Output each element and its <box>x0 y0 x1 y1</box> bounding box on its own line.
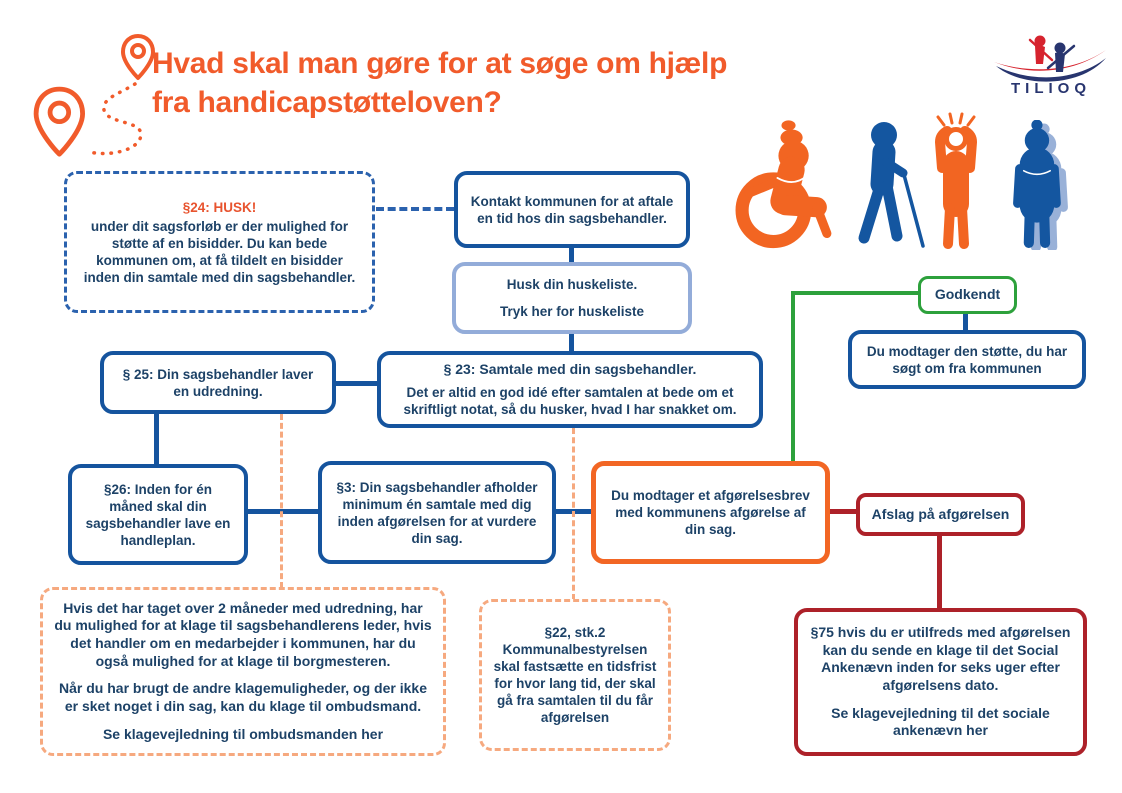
box-22-heading: §22, stk.2 <box>544 625 606 640</box>
box-paragraph-24-husk <box>64 171 375 313</box>
klage-p2: Når du har brugt de andre klagemuligheder, og der ikke er sket noget i din sag, kan du klage til ombudsmand. <box>59 680 427 714</box>
connector-b23-b22-dashed <box>572 428 575 600</box>
connector-b25-b23 <box>334 381 378 386</box>
box-godkendt <box>918 276 1017 314</box>
afslag-label: Afslag på afgørelsen <box>871 505 1010 522</box>
box-paragraph-22-tidsfrist <box>479 599 671 751</box>
route-path-icon <box>25 28 157 160</box>
klage-ombudsmand-link[interactable]: Se klagevejledning til ombudsmanden her <box>102 725 384 742</box>
huskeliste-link[interactable]: Tryk her for huskeliste <box>499 304 645 319</box>
map-pin-icon <box>123 36 153 78</box>
connector-godkendt-horizontal <box>791 291 919 295</box>
box-stotte-body: Du modtager den støtte, du har søgt om fra kommunen <box>866 343 1068 376</box>
box-paragraph-75-ankenaevn <box>794 608 1087 756</box>
box-kontakt-body: Kontakt kommunen for at aftale en tid hos din sagsbehandler. <box>470 193 674 226</box>
box-23-title: § 23: Samtale med din sagsbehandler. <box>443 360 697 377</box>
box-3-body: §3: Din sagsbehandler afholder minimum én samtale med dig inden afgørelsen for at vurdere din sag. <box>336 479 538 546</box>
stressed-person-icon <box>924 112 988 252</box>
connector-afslag-b75 <box>937 534 942 610</box>
connector-b25-klage-dashed <box>280 414 283 588</box>
godkendt-label: Godkendt <box>934 286 1001 303</box>
map-pin-icon <box>36 89 83 154</box>
box-afgorelsesbrev-body: Du modtager et afgørelsesbrev med kommunens afgørelse af din sag. <box>611 488 810 537</box>
tilioq-logo-mark <box>988 32 1114 84</box>
connector-godkendt-afgorelsesbrev <box>791 291 795 462</box>
box-23-body: Det er altid en god idé efter samtalen at bede om et skriftligt notat, så du husker, hvad I har snakket om. <box>403 385 737 418</box>
box-24-body: under dit sagsforløb er der mulighed for støtte af en bisidder. Du kan bede kommunen om, at få tildelt en bisidder inden din samtale med din sagsbehandler. <box>83 218 356 285</box>
box-24-title: §24: HUSK! <box>182 199 257 215</box>
box-afslag <box>856 493 1025 536</box>
box-paragraph-26-handleplan <box>68 464 248 565</box>
person-with-shadow-icon <box>998 120 1082 250</box>
box-22-body: Kommunalbestyrelsen skal fastsætte en tidsfrist for hvor lang tid, der skal gå fra samtalen til du får afgørelsen <box>493 642 657 725</box>
huskeliste-reminder-text: Husk din huskeliste. <box>506 277 638 292</box>
tilioq-logo-text: TILIOQ <box>1011 80 1091 97</box>
connector-b24-kontakt <box>376 207 454 211</box>
page-title: Hvad skal man gøre for at søge om hjælp fra handicapstøtteloven? <box>152 47 728 119</box>
connector-kontakt-huskeliste <box>569 247 574 263</box>
box-25-body: § 25: Din sagsbehandler laver en udredning. <box>122 366 314 399</box>
klage-p1: Hvis det har taget over 2 måneder med udredning, har du mulighed for at klage til sagsbehandlerens leder, hvis det handler om en medarbejder i kommunen, har du også mulighed for at klage til borgmesteren. <box>54 599 432 669</box>
box-afgorelsesbrev <box>591 461 830 564</box>
wheelchair-user-icon <box>733 116 839 250</box>
connector-afgorelsesbrev-afslag <box>828 509 857 514</box>
box-26-body: §26: Inden for én måned skal din sagsbehandler lave en handleplan. <box>85 481 231 548</box>
tilioq-logo <box>988 32 1114 104</box>
connector-b25-b26 <box>154 413 159 465</box>
connector-godkendt-stotte <box>963 313 968 331</box>
box-kontakt-kommunen <box>454 171 690 248</box>
box-stotte-modtaget <box>848 330 1086 389</box>
box-paragraph-23-samtale <box>377 351 763 428</box>
box-75-ankenaevn-link[interactable]: Se klagevejledning til det sociale ankenævn her <box>831 704 1050 739</box>
connector-huskeliste-b23 <box>569 333 574 353</box>
blind-person-with-cane-icon <box>843 120 933 250</box>
box-huskeliste <box>452 262 692 334</box>
box-paragraph-25-udredning <box>100 351 336 414</box>
box-75-body: §75 hvis du er utilfreds med afgørelsen kan du sende en klage til det Social Ankenævn inden for seks uger efter afgørelsens dato. <box>810 624 1071 693</box>
box-paragraph-3-samtale <box>318 461 556 564</box>
box-klagemuligheder <box>40 587 446 756</box>
